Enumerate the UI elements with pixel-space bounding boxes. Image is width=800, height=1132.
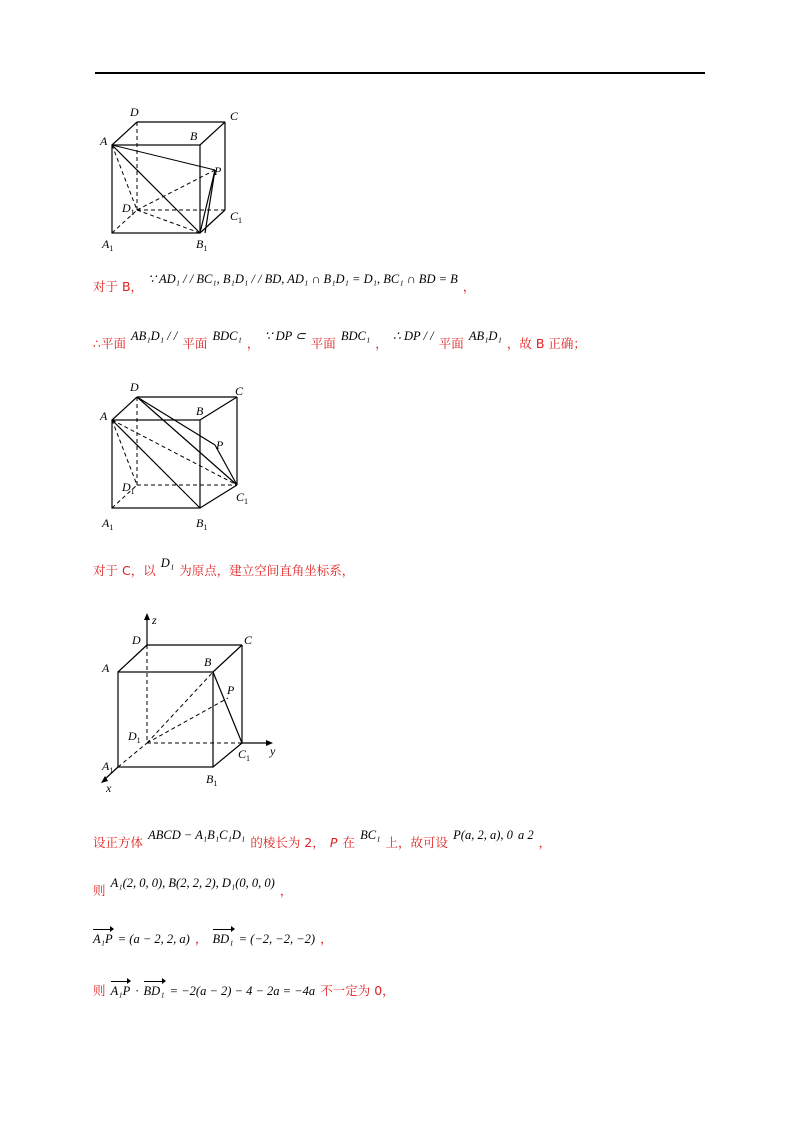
edge-length: 的棱长为 2， [250, 835, 325, 850]
therefore-plane: ∴平面 [93, 336, 126, 351]
subscript-1: 1 [136, 736, 141, 745]
label-A1: $A_1$ [102, 237, 114, 253]
label-y-axis: y [270, 744, 276, 758]
subscript-1: 1 [109, 244, 114, 253]
label-C1: $C_1$ [236, 490, 249, 506]
label-P: P [214, 164, 222, 178]
suffix-C: 为原点，建立空间直角坐标系， [179, 563, 355, 578]
comma: ， [538, 835, 552, 850]
label-D1: $D_1$ [122, 201, 135, 217]
statement-B [93, 272, 476, 295]
prefix-C: 对于 C，以 [93, 563, 156, 578]
cube-figure-1 [90, 100, 270, 260]
cube-setup [93, 828, 552, 851]
label-D1: $D_1$ [128, 729, 141, 745]
subscript-1: 1 [213, 779, 218, 788]
label-D: D [130, 105, 139, 119]
vector-A1P: A₁P [110, 984, 131, 998]
then-word: 则 [93, 883, 106, 898]
plane-AB1D1: AB₁D₁ [468, 329, 502, 343]
cube-prefix: 设正方体 [93, 835, 144, 850]
origin-D1: D₁ [160, 556, 175, 570]
label-C: C [244, 633, 253, 647]
not-zero: 不一定为 0， [320, 983, 395, 998]
plane-word: 平面 [182, 336, 208, 351]
label-x-axis: x [106, 781, 112, 795]
subscript-1: 1 [238, 216, 243, 225]
label-B1: $B_1$ [196, 516, 208, 532]
point-coordinates: A₁(2, 0, 0), B(2, 2, 2), D₁(0, 0, 0) [110, 876, 275, 890]
subscript-1: 1 [130, 208, 135, 217]
comma: ， [462, 279, 476, 294]
dot-product-line [93, 980, 395, 999]
because-dp: ∵ DP ⊂ [264, 329, 306, 343]
subscript-1: 1 [203, 244, 208, 253]
comma: ， [320, 931, 333, 946]
label-A: A [100, 134, 108, 148]
label-D: D [130, 380, 139, 394]
then-word: 则 [93, 983, 106, 998]
header-rule [95, 72, 705, 74]
vector-A1P-value: = (a − 2, 2, a) [117, 932, 190, 946]
label-A1: $A_1$ [102, 759, 114, 775]
so-dp: ∴ DP / / [392, 329, 434, 343]
cube-figure-2 [90, 375, 270, 535]
label-B: B [190, 129, 198, 143]
on-suffix: 上，故可设 [385, 835, 449, 850]
label-B: B [196, 404, 204, 418]
cube-figure-3 [90, 610, 290, 800]
dot-expression: = −2(a − 2) − 4 − 2a = −4a [169, 984, 316, 998]
subscript-1: 1 [130, 487, 135, 496]
label-C1: $C_1$ [238, 747, 251, 763]
comma: ， [279, 883, 293, 898]
subscript-1: 1 [109, 766, 114, 775]
on-word: 在 [342, 835, 356, 850]
label-B1: $B_1$ [206, 772, 218, 788]
comma: ， [375, 336, 388, 351]
coordinates-line [93, 876, 293, 899]
subscript-1: 1 [246, 754, 251, 763]
plane-BDC1: BDC₁ [340, 329, 371, 343]
label-P: P [227, 683, 235, 697]
point-P: P [329, 835, 338, 850]
math-B: ∵ AD₁ / / BC₁, B₁D₁ / / BD, AD₁ ∩ B₁D₁ = D₁, BC₁ ∩ BD = B [148, 272, 458, 286]
label-C: C [235, 384, 244, 398]
label-C: C [230, 109, 239, 123]
vector-A1P: A₁P [93, 932, 113, 946]
cube-name: ABCD − A₁B₁C₁D₁ [148, 828, 246, 842]
dot-operator: · [135, 984, 139, 998]
plane-word: 平面 [438, 336, 464, 351]
plane-AB1D1: AB₁D₁ / / [131, 329, 178, 343]
label-A1: $A_1$ [102, 516, 114, 532]
label-D: D [132, 633, 141, 647]
label-z-axis: z [152, 613, 157, 627]
vectors-line [93, 928, 333, 947]
plane-BDC1: BDC₁ [212, 329, 242, 343]
conclusion-B [93, 329, 586, 352]
p-coordinates: P(a, 2, a), 0 [453, 828, 513, 842]
label-P: P [216, 438, 224, 452]
label-B: B [204, 655, 212, 669]
B-correct: ，故 B 正确； [506, 336, 586, 351]
subscript-1: 1 [203, 523, 208, 532]
subscript-1: 1 [109, 523, 114, 532]
comma: ， [246, 336, 260, 351]
vector-BD1: BD₁ [143, 984, 165, 998]
plane-word: 平面 [310, 336, 336, 351]
vector-BD1-value: = (−2, −2, −2) [238, 932, 316, 946]
label-D1: $D_1$ [122, 480, 135, 496]
subscript-1: 1 [244, 497, 249, 506]
statement-C [93, 556, 355, 579]
label-A: A [100, 409, 108, 423]
label-B1: $B_1$ [196, 237, 208, 253]
prefix-B: 对于 B， [93, 279, 144, 294]
segment-BC1: BC₁ [360, 828, 381, 842]
vector-BD1: BD₁ [212, 932, 234, 946]
label-C1: $C_1$ [230, 209, 243, 225]
comma: ， [194, 931, 208, 946]
label-A: A [102, 661, 110, 675]
p-range: a 2 [517, 828, 534, 842]
